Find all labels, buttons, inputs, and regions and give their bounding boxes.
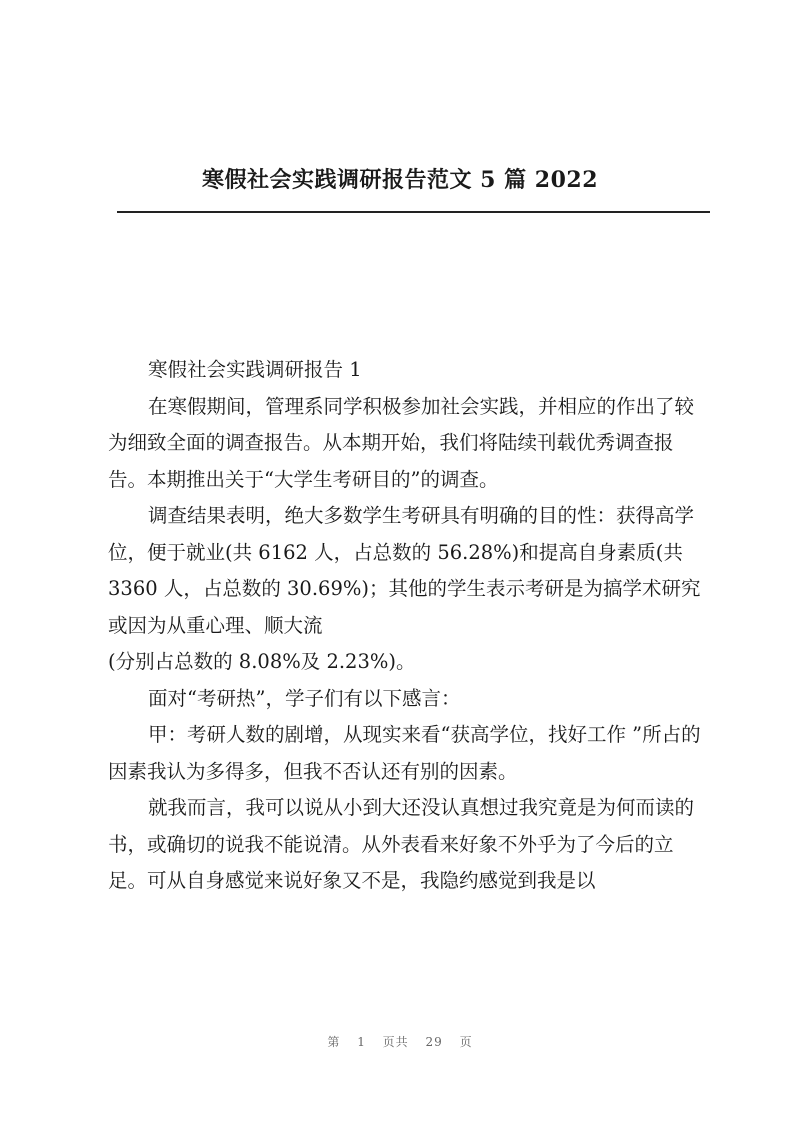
footer-prefix: 第 xyxy=(327,1035,341,1049)
page-title: 寒假社会实践调研报告范文 5 篇 2022 xyxy=(201,167,599,193)
footer-mid: 页共 xyxy=(382,1035,409,1049)
section-heading: 寒假社会实践调研报告 1 xyxy=(148,358,362,381)
paragraph: 在寒假期间，管理系同学积极参加社会实践，并相应的作出了较为细致全面的调查报告。从本期开始，我们将陆续刊载优秀调查报告。本期推出关于“大学生考研目的”的调查。 xyxy=(108,394,695,491)
paragraph: (分别占总数的 8.08%及 2.23%)。 xyxy=(108,650,416,673)
paragraph: 面对“考研热”，学子们有以下感言： xyxy=(148,686,461,710)
page-footer xyxy=(0,1033,800,1050)
title-divider xyxy=(117,211,710,213)
paragraph: 甲：考研人数的剧增，从现实来看“获高学位，找好工作 ”所占的因素我认为多得多，但我不否认还有别的因素。 xyxy=(108,723,701,783)
footer-total-pages: 29 xyxy=(425,1035,443,1049)
paragraph: 就我而言，我可以说从小到大还没认真想过我究竟是为何而读的书，或确切的说我不能说清。从外表看来好象不外乎为了今后的立足。可从自身感觉来说好象又不是，我隐约感觉到我是以 xyxy=(108,796,695,892)
footer-suffix: 页 xyxy=(459,1035,473,1049)
paragraph: 调查结果表明，绝大多数学生考研具有明确的目的性：获得高学位，便于就业(共 6162 人，占总数的 56.28%)和提高自身素质(共 3360 人，占总数的 30.69%)；其他的学生表示考研是为搞学术研究或因为从重心理、顺大流 xyxy=(108,504,701,637)
document-body xyxy=(108,352,711,900)
footer-page-number: 1 xyxy=(357,1035,366,1049)
